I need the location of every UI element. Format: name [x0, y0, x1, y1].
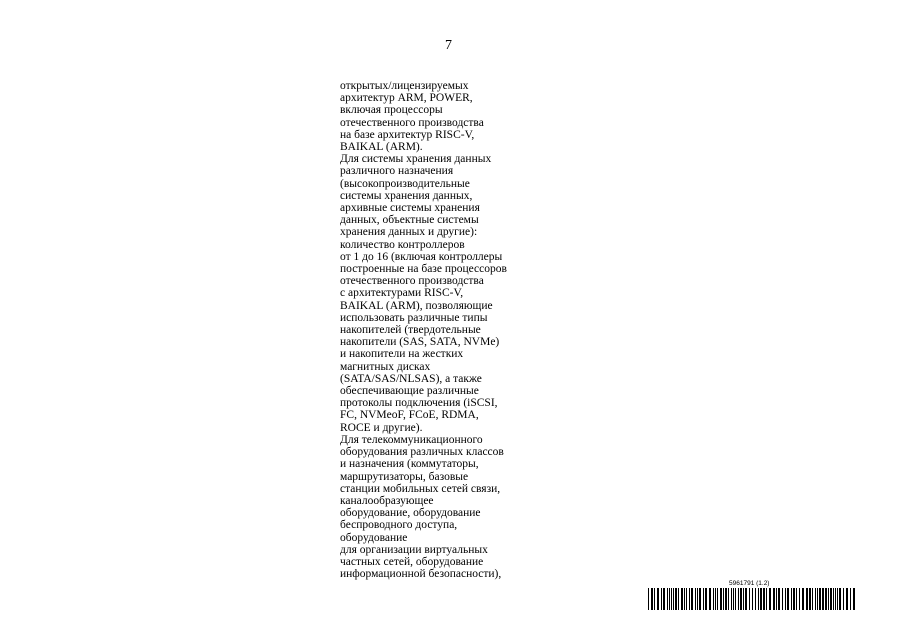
- text-line: оборудование: [340, 531, 408, 544]
- text-line: накопители (SAS, SATA, NVMe): [340, 336, 500, 349]
- text-line: хранения данных и другие):: [340, 226, 478, 239]
- text-line: на базе архитектур RISC-V,: [340, 128, 475, 141]
- text-line: для организации виртуальных: [340, 543, 488, 556]
- text-line: (высокопроизводительные: [340, 177, 470, 190]
- barcode-icon: [648, 588, 855, 610]
- text-line: системы хранения данных,: [340, 189, 473, 202]
- text-line: протоколы подключения (iSCSI,: [340, 397, 498, 410]
- text-line: Для телекоммуникационного: [340, 433, 483, 446]
- text-line: архивные системы хранения: [340, 202, 480, 215]
- text-line: и назначения (коммутаторы,: [340, 458, 479, 471]
- text-line: различного назначения: [340, 165, 454, 178]
- text-line: количество контроллеров: [340, 238, 465, 251]
- text-line: от 1 до 16 (включая контроллеры: [340, 250, 503, 263]
- text-line: оборудование, оборудование: [340, 507, 481, 520]
- text-line: с архитектурами RISC-V,: [340, 287, 464, 300]
- page-number: 7: [445, 38, 452, 53]
- text-line: станции мобильных сетей связи,: [340, 482, 501, 495]
- text-line: и накопители на жестких: [340, 348, 464, 361]
- text-line: маршрутизаторы, базовые: [340, 470, 469, 483]
- text-line: накопителей (твердотельные: [340, 324, 481, 337]
- text-line: информационной безопасности),: [340, 568, 502, 581]
- text-line: (SATA/SAS/NLSAS), а также: [340, 372, 482, 385]
- text-line: каналообразующее: [340, 494, 434, 507]
- document-id: 5961791 (1.2): [729, 580, 770, 587]
- text-line: BAIKAL (ARM), позволяющие: [340, 299, 493, 312]
- text-line: включая процессоры: [340, 104, 443, 117]
- text-line: Для системы хранения данных: [340, 153, 492, 166]
- text-line: FC, NVMeoF, FCoE, RDMA,: [340, 409, 479, 422]
- body-text: [340, 80, 507, 580]
- text-line: отечественного производства: [340, 116, 484, 129]
- text-line: оборудования различных классов: [340, 446, 504, 459]
- text-line: частных сетей, оборудование: [340, 555, 484, 568]
- text-line: магнитных дисках: [340, 360, 431, 373]
- text-line: обеспечивающие различные: [340, 385, 479, 398]
- text-line: открытых/лицензируемых: [340, 80, 469, 92]
- text-line: использовать различные типы: [340, 311, 488, 324]
- text-line: ROCE и другие).: [340, 421, 423, 434]
- text-line: данных, объектные системы: [340, 214, 479, 227]
- text-line: построенные на базе процессоров: [340, 263, 507, 276]
- text-line: беспроводного доступа,: [340, 519, 458, 532]
- text-line: BAIKAL (ARM).: [340, 141, 423, 154]
- text-line: отечественного производства: [340, 275, 484, 288]
- text-line: архитектур ARM, POWER,: [340, 92, 473, 105]
